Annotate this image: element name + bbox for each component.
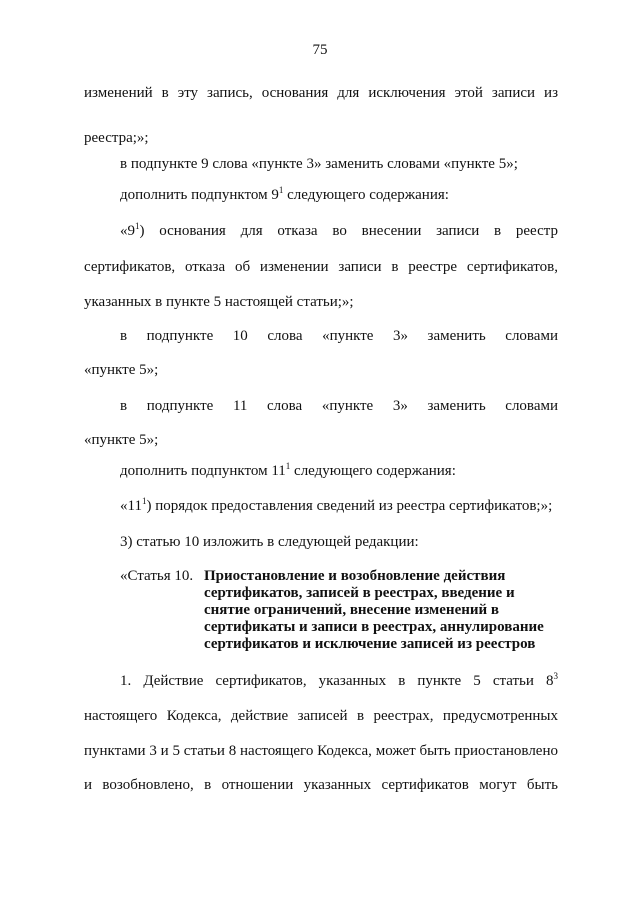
text-line: в подпункте 11 слова «пункте 3» заменить словами bbox=[120, 398, 558, 414]
text-line: указанных в пункте 5 настоящей статьи;»; bbox=[84, 294, 354, 310]
text-line bbox=[120, 462, 558, 480]
article-title-line: сертификатов и исключение записей из реестров bbox=[204, 636, 536, 652]
text-line: пунктами 3 и 5 статьи 8 настоящего Кодекса, может быть приостановлено bbox=[84, 743, 558, 759]
text-segment: «11 bbox=[120, 498, 142, 514]
superscript: 1 bbox=[278, 185, 284, 195]
text-segment: 1. Действие сертификатов, указанных в пункте 5 статьи 8 bbox=[120, 673, 554, 689]
text-segment: ) основания для отказа во внесении записи в реестр bbox=[139, 223, 558, 239]
text-line: 3) статью 10 изложить в следующей редакции: bbox=[120, 534, 419, 550]
text-line: и возобновлено, в отношении указанных сертификатов могут быть bbox=[84, 777, 558, 793]
superscript: 1 bbox=[141, 496, 147, 506]
page-number: 75 bbox=[312, 42, 328, 58]
text-line: настоящего Кодекса, действие записей в реестрах, предусмотренных bbox=[84, 708, 558, 724]
article-title bbox=[204, 568, 564, 653]
article-title-line: снятие ограничений, внесение изменений в bbox=[204, 602, 500, 618]
text-line: изменений в эту запись, основания для исключения этой записи из bbox=[84, 85, 558, 101]
text-segment: дополнить подпунктом 11 bbox=[120, 463, 286, 479]
text-line: реестра;»; bbox=[84, 130, 149, 146]
superscript: 1 bbox=[135, 221, 140, 231]
text-segment: ) порядок предоставления сведений из реестра сертификатов;»; bbox=[146, 498, 553, 514]
article-title-line: Приостановление и возобновление действия bbox=[204, 568, 506, 584]
article-label: «Статья 10. bbox=[120, 568, 194, 584]
article-title-line: сертификаты и записи в реестрах, аннулирование bbox=[204, 619, 544, 635]
text-line bbox=[120, 186, 558, 204]
text-line: в подпункте 10 слова «пункте 3» заменить словами bbox=[120, 328, 558, 344]
text-line bbox=[120, 672, 558, 690]
text-line bbox=[120, 222, 558, 240]
text-line: сертификатов, отказа об изменении записи в реестре сертификатов, bbox=[84, 259, 558, 275]
text-line: в подпункте 9 слова «пункте 3» заменить словами «пункте 5»; bbox=[120, 156, 518, 172]
superscript: 3 bbox=[553, 671, 558, 681]
text-segment: «9 bbox=[120, 223, 135, 239]
text-segment: дополнить подпунктом 9 bbox=[120, 187, 279, 203]
text-line: «пункте 5»; bbox=[84, 362, 159, 378]
text-segment: следующего содержания: bbox=[290, 463, 456, 479]
article-heading bbox=[120, 568, 564, 653]
article-title-line: сертификатов, записей в реестрах, введение и bbox=[204, 585, 515, 601]
text-line: «пункте 5»; bbox=[84, 432, 159, 448]
text-line bbox=[120, 497, 558, 515]
text-segment: следующего содержания: bbox=[283, 187, 449, 203]
superscript: 1 bbox=[285, 461, 291, 471]
